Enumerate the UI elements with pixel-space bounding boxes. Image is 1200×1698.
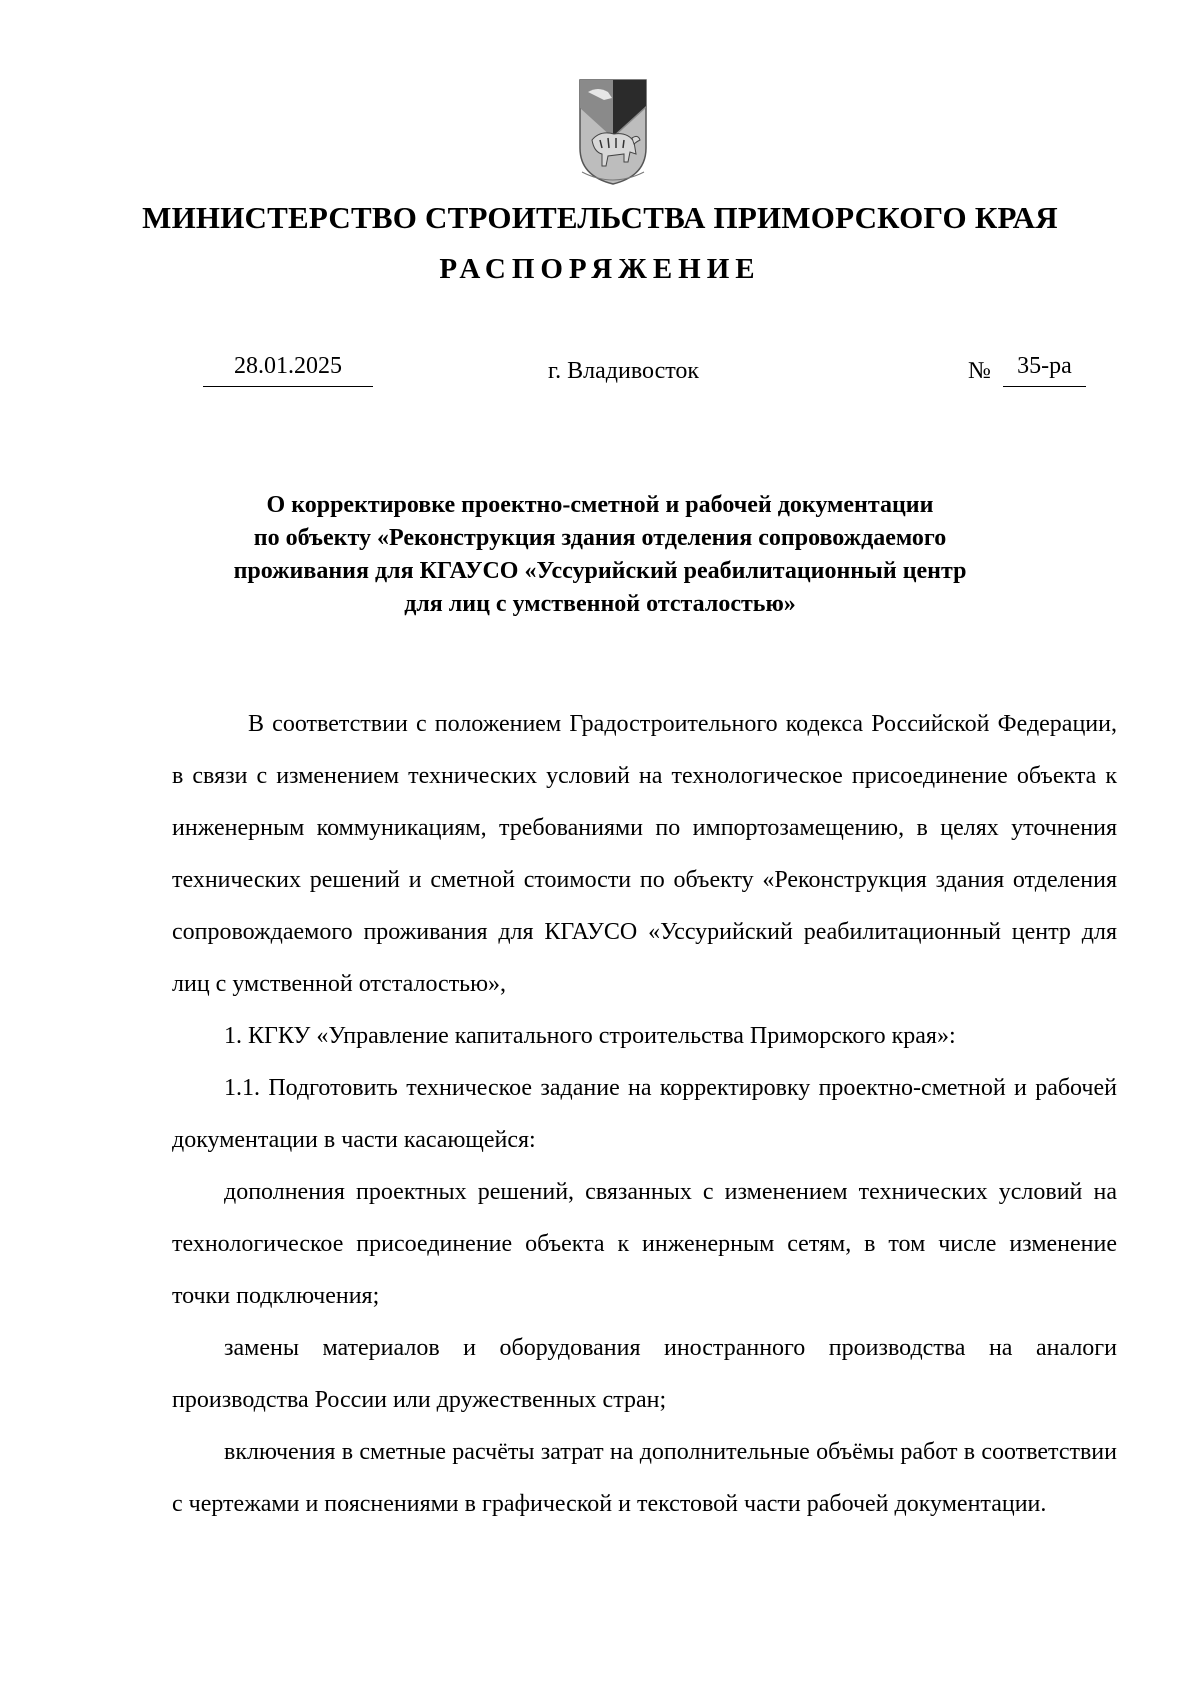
- title-line: проживания для КГАУСО «Уссурийский реабилитационный центр: [233, 558, 967, 584]
- ministry-name: МИНИСТЕРСТВО СТРОИТЕЛЬСТВА ПРИМОРСКОГО КРАЯ: [142, 200, 1058, 235]
- document-body: [172, 698, 1117, 1530]
- clause-item-estimates: включения в сметные расчёты затрат на дополнительные объёмы работ в соответствии с чертежами и пояснениями в графической и текстовой части рабочей документации.: [172, 1439, 1117, 1517]
- document-date: 28.01.2025: [234, 353, 342, 379]
- number-underline: [1003, 386, 1086, 387]
- preamble-paragraph: В соответствии с положением Градостроительного кодекса Российской Федерации, в связи с изменением технических условий на технологическое присоединение объекта к инженерным коммуникациям, требованиями по импортозамещению, в целях уточнения технических решений и сметной стоимости по объекту «Реконструкция здания отделения сопровождаемого проживания для КГАУСО «Уссурийский реабилитационный центр для лиц с умственной отсталостью»,: [172, 711, 1117, 997]
- clause-item-connection: дополнения проектных решений, связанных с изменением технических условий на технологическое присоединение объекта к инженерным сетям, в том числе изменение точки подключения;: [172, 1179, 1117, 1309]
- title-line: для лиц с умственной отсталостью»: [404, 591, 796, 617]
- document-city: г. Владивосток: [548, 358, 700, 384]
- primorsky-krai-coat-of-arms-icon: [578, 78, 648, 186]
- number-sign: №: [968, 358, 991, 384]
- title-line: О корректировке проектно-сметной и рабочей документации: [266, 492, 934, 518]
- clause-item-import-substitution: замены материалов и оборудования иностранного производства на аналоги производства России или дружественных стран;: [172, 1335, 1117, 1413]
- document-number: 35-ра: [1017, 353, 1072, 379]
- document-title: [150, 489, 1050, 621]
- clause-1: 1. КГКУ «Управление капитального строительства Приморского края»:: [224, 1023, 956, 1049]
- title-line: по объекту «Реконструкция здания отделения сопровождаемого: [253, 525, 947, 551]
- clause-1-1: 1.1. Подготовить техническое задание на корректировку проектно-сметной и рабочей документации в части касающейся:: [172, 1075, 1117, 1153]
- date-underline: [203, 386, 373, 387]
- document-type: РАСПОРЯЖЕНИЕ: [439, 253, 761, 285]
